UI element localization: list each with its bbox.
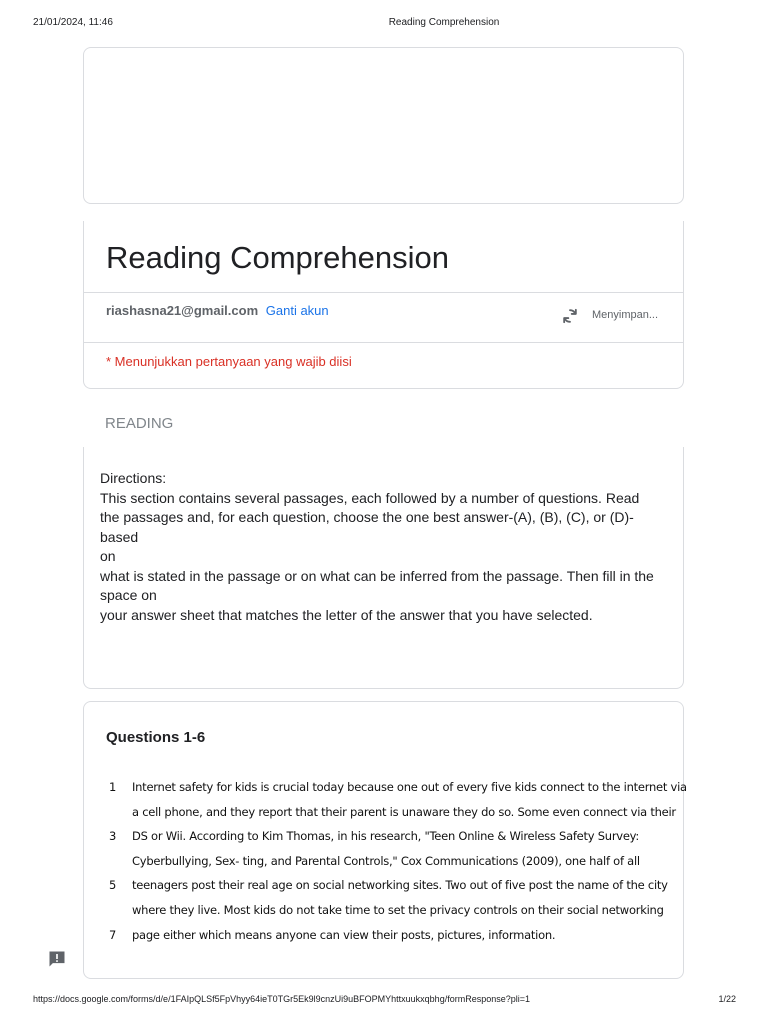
passage-image: [109, 780, 687, 952]
passage-line: [109, 928, 669, 953]
print-header: [0, 17, 768, 33]
passage-text: page either which means anyone can view their posts, pictures, information.: [132, 927, 556, 942]
line-number: 3: [109, 829, 117, 844]
account-row: [106, 303, 329, 318]
section-label: READING: [105, 415, 174, 432]
print-url: https://docs.google.com/forms/d/e/1FAIpQLSf5FpVhyy64ieT0TGr5Ek9l9cnzUi9uBFOPMYhttxuukxqbhg/formResponse?pli=1: [33, 994, 530, 1004]
passage-line: [109, 804, 676, 830]
saving-status: Menyimpan...: [592, 309, 659, 321]
switch-account-link[interactable]: Ganti akun: [265, 303, 329, 318]
passage-line: [109, 854, 669, 879]
required-note: * Menunjukkan pertanyaan yang wajib diisi: [106, 354, 352, 369]
directions-line: on: [100, 548, 116, 564]
passage-line: [109, 780, 687, 805]
directions-line: space on: [100, 587, 157, 603]
feedback-icon[interactable]: [47, 949, 67, 969]
title-divider: [84, 292, 683, 293]
line-number: 7: [109, 927, 117, 942]
header-banner-card: [83, 47, 684, 204]
passage-line: [109, 829, 669, 854]
questions-card: [83, 701, 687, 979]
questions-title: Questions 1-6: [106, 729, 206, 746]
passage-text: DS or Wii. According to Kim Thomas, in his research, "Teen Online & Wireless Safety Survey:: [132, 829, 640, 844]
passage-text: Cyberbullying, Sex- ting, and Parental Controls," Cox Communications (2009), one half of all: [132, 853, 640, 868]
passage-text: where they live. Most kids do not take time to set the privacy controls on their social networking: [132, 902, 664, 917]
directions-card: [83, 447, 684, 689]
directions-line: your answer sheet that matches the letter of the answer that you have selected.: [100, 606, 593, 623]
print-datetime: 21/01/2024, 11:46: [33, 17, 113, 28]
print-page-title: Reading Comprehension: [388, 17, 500, 28]
account-email: riashasna21@gmail.com: [106, 303, 259, 318]
passage-line: [109, 878, 669, 903]
form-title-card: [83, 221, 684, 389]
directions-line: what is stated in the passage or on what can be inferred from the passage. Then fill in the: [100, 567, 654, 584]
form-title: Reading Comprehension: [106, 240, 449, 275]
passage-line: [109, 903, 669, 928]
directions-line: the passages and, for each question, choose the one best answer-(A), (B), (C), or (D)-based: [100, 509, 634, 545]
passage-text: Internet safety for kids is crucial today because one out of every five kids connect to the internet via: [132, 780, 687, 794]
print-page-number: 1/22: [718, 994, 736, 1004]
line-number: 5: [109, 878, 117, 893]
passage-text: teenagers post their real age on social networking sites. Two out of five post the name of the city: [132, 878, 668, 893]
sync-icon: [560, 306, 580, 326]
directions-line: Directions:: [100, 470, 167, 486]
directions-text: [100, 469, 660, 625]
account-divider: [84, 342, 683, 343]
line-number: 1: [109, 780, 117, 794]
print-footer: [0, 994, 768, 1010]
directions-line: This section contains several passages, each followed by a number of questions. Read: [100, 489, 640, 506]
passage-text: a cell phone, and they report that their parent is unaware they do so. Some even connect via their: [132, 804, 676, 819]
